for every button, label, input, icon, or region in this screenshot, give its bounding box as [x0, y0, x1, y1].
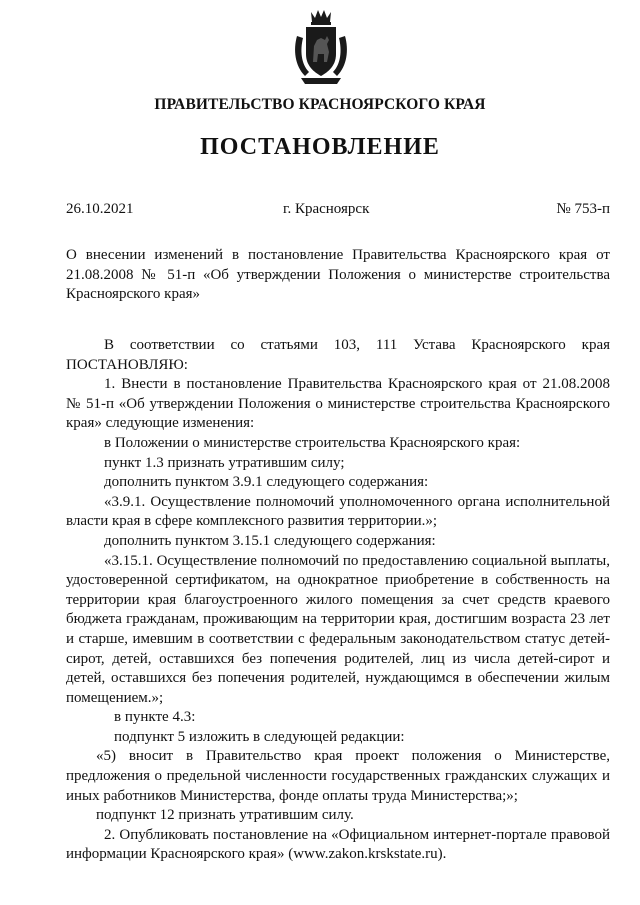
body-paragraph: в Положении о министерстве строительства Красноярского края: — [104, 434, 521, 451]
document-subject: О внесении изменений в постановление Правительства Красноярского края от 21.08.2008 № 51-п «Об утверждении Положения о министерстве строительства Красноярского края» — [66, 247, 610, 302]
document-number: № 753-п — [556, 201, 610, 217]
document-city: г. Красноярск — [283, 201, 370, 217]
body-paragraph: подпункт 12 признать утратившим силу. — [96, 807, 354, 824]
preamble-paragraph: В соответствии со статьями 103, 111 Устава Красноярского края ПОСТАНОВЛЯЮ: — [66, 337, 610, 373]
body-paragraph: в пункте 4.3: — [114, 709, 196, 726]
body-paragraph: пункт 1.3 признать утратившим силу; — [104, 454, 345, 471]
body-paragraph: дополнить пунктом 3.9.1 следующего содержания: — [104, 474, 429, 491]
government-name: ПРАВИТЕЛЬСТВО КРАСНОЯРСКОГО КРАЯ — [154, 96, 486, 113]
body-paragraph: «3.9.1. Осуществление полномочий уполномоченного органа исполнительной власти края в сфере комплексного развития территории.»; — [66, 493, 610, 530]
body-paragraph: 1. Внести в постановление Правительства Красноярского края от 21.08.2008 № 51-п «Об утверждении Положения о министерстве строительства Красноярского края» следующие изменения: — [66, 376, 610, 432]
body-paragraph: «5) вносит в Правительство края проект положения о Министерстве, предложения о предельной численности государственных гражданских служащих и иных работников Министерства, фонде оплаты труда Министерства;»; — [66, 748, 610, 804]
body-paragraph: дополнить пунктом 3.15.1 следующего содержания: — [104, 532, 436, 549]
body-paragraph: «3.15.1. Осуществление полномочий по предоставлению социальной выплаты, удостоверенной сертификатом, на однократное приобретение в собственность на территории края благоустроенного жилого помещения за счет средств краевого бюджета гражданам, проживающим на территории края, достигшим возраста 23 лет и старше, имевшим в соответствии с федеральным законодательством статус детей-сирот, детей, оставшихся без попечения родителей, лиц из числа детей-сирот и детей, оставшихся без попечения родителей, нуждающимся в обеспечении жилым помещением.»; — [66, 552, 610, 706]
document-type-title: ПОСТАНОВЛЕНИЕ — [200, 134, 440, 160]
body-paragraph: подпункт 5 изложить в следующей редакции: — [114, 728, 405, 745]
document-date: 26.10.2021 — [66, 201, 134, 217]
krasnoyarsk-coat-of-arms-icon — [291, 6, 351, 86]
body-paragraph: 2. Опубликовать постановление на «Официальном интернет-портале правовой информации Красноярского края» (www.zakon.krskstate.ru). — [66, 826, 610, 863]
document-body — [66, 336, 610, 865]
